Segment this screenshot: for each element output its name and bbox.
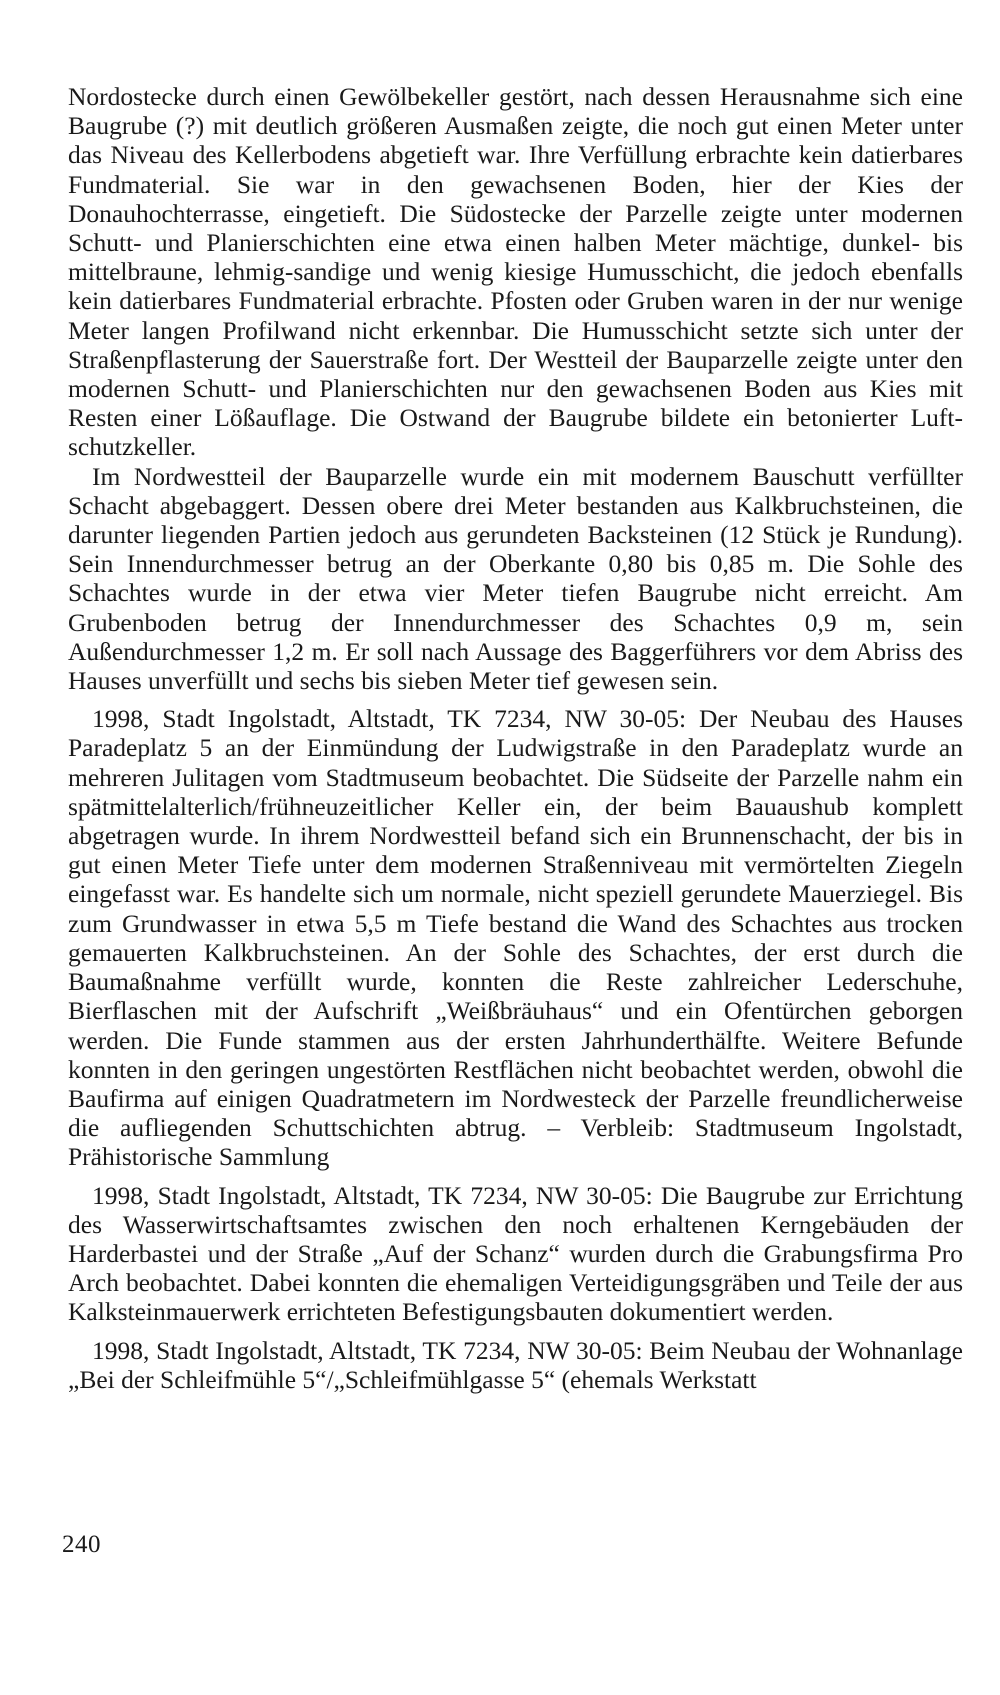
body-text (68, 82, 963, 1394)
paragraph-paradeplatz-entry: 1998, Stadt Ingolstadt, Altstadt, TK 7234, NW 30-05: Der Neubau des Hauses Paradeplatz 5 an der Einmündung der Ludwigstraße in den Paradeplatz wurde an mehreren Julitagen vom Stadtmuseum beobachtet. Die Südseite der Parzelle nahm ein spätmittelalterlich/frühneuzeitlicher Keller ein, der beim Bauaushub komplett abgetragen wurde. In ihrem Nordwestteil befand sich ein Brunnenschacht, der bis in gut einen Meter Tiefe unter dem modernen Straßenniveau mit vermörtelten Ziegeln eingefasst war. Es handelte sich um normale, nicht speziell gerundete Mauerziegel. Bis zum Grundwasser in etwa 5,5 m Tiefe bestand die Wand des Schachtes aus trocken gemauerten Kalkbruchsteinen. An der Sohle des Schachtes, der erst durch die Baumaßnahme verfüllt wurde, konnten die Reste zahlreicher Lederschuhe, Bierflaschen mit der Aufschrift „Weißbräuhaus“ und ein Ofentürchen geborgen werden. Die Funde stammen aus der ersten Jahrhunderthälfte. Weitere Befunde konnten in den geringen ungestörten Restflächen nicht beobachtet werden, obwohl die Baufirma auf einigen Quadratmetern im Nordwesteck der Parzelle freundlicherweise die aufliegenden Schuttschichten abtrug. – Verbleib: Stadtmuseum Ingolstadt, Prähistorische Sammlung (68, 704, 963, 1172)
paragraph-wasserwirtschaftsamt-entry: 1998, Stadt Ingolstadt, Altstadt, TK 7234, NW 30-05: Die Baugrube zur Errichtung des Wasserwirtschaftsamtes zwischen den noch erhaltenen Kerngebäuden der Harderbastei und der Straße „Auf der Schanz“ wurden durch die Grabungsfirma Pro Arch beobachtet. Dabei konnten die ehemaligen Verteidigungsgräben und Teile der aus Kalksteinmauerwerk errichteten Befestigungsbauten dokumentiert werden. (68, 1180, 963, 1327)
page-number: 240 (62, 1531, 101, 1558)
paragraph-shaft-description: Im Nordwestteil der Bauparzelle wurde ein mit modernem Bauschutt verfüllter Schacht abgebaggert. Dessen obere drei Meter bestanden aus Kalkbruchsteinen, die darunter liegenden Partien jedoch aus gerundeten Backsteinen (12 Stück je Rundung). Sein Innendurchmesser betrug an der Oberkante 0,80 bis 0,85 m. Die Sohle des Schachtes wurde in der etwa vier Meter tiefen Baugrube nicht erreicht. Am Grubenboden betrug der Innendurchmesser des Schachtes 0,9 m, sein Außendurchmesser 1,2 m. Er soll nach Aussage des Baggerführers vor dem Abriss des Hauses unverfüllt und sechs bis sieben Meter tief gewesen sein. (68, 461, 963, 696)
paragraph-schleifmuehle-entry: 1998, Stadt Ingolstadt, Altstadt, TK 7234, NW 30-05: Beim Neubau der Wohnanlage „Bei der Schleifmühle 5“/„Schleifmühlgasse 5“ (ehemals Werkstatt (68, 1335, 963, 1394)
paragraph-continuation: Nordostecke durch einen Gewölbekeller gestört, nach dessen Herausnahme sich eine Baugrube (?) mit deutlich größeren Ausmaßen zeigte, die noch gut einen Meter unter das Niveau des Kellerbodens abgetieft war. Ihre Verfüllung erbrachte kein datierbares Fundmaterial. Sie war in den gewachsenen Boden, hier der Kies der Donauhochterrasse, eingetieft. Die Südostecke der Parzelle zeigte unter modernen Schutt- und Planierschichten eine etwa einen halben Meter mächtige, dunkel- bis mittelbraune, lehmig-sandige und wenig kiesige Humusschicht, die jedoch ebenfalls kein datierbares Fundmaterial erbrachte. Pfosten oder Gruben waren in der nur wenige Meter langen Profilwand nicht erkennbar. Die Humusschicht setzte sich unter der Straßenpflasterung der Sauerstraße fort. Der Westteil der Bauparzelle zeigte unter den modernen Schutt- und Planierschichten nur den gewachsenen Boden aus Kies mit Resten einer Lößauflage. Die Ostwand der Baugrube bildete ein betonierter Luftschutzkeller. (68, 82, 963, 462)
